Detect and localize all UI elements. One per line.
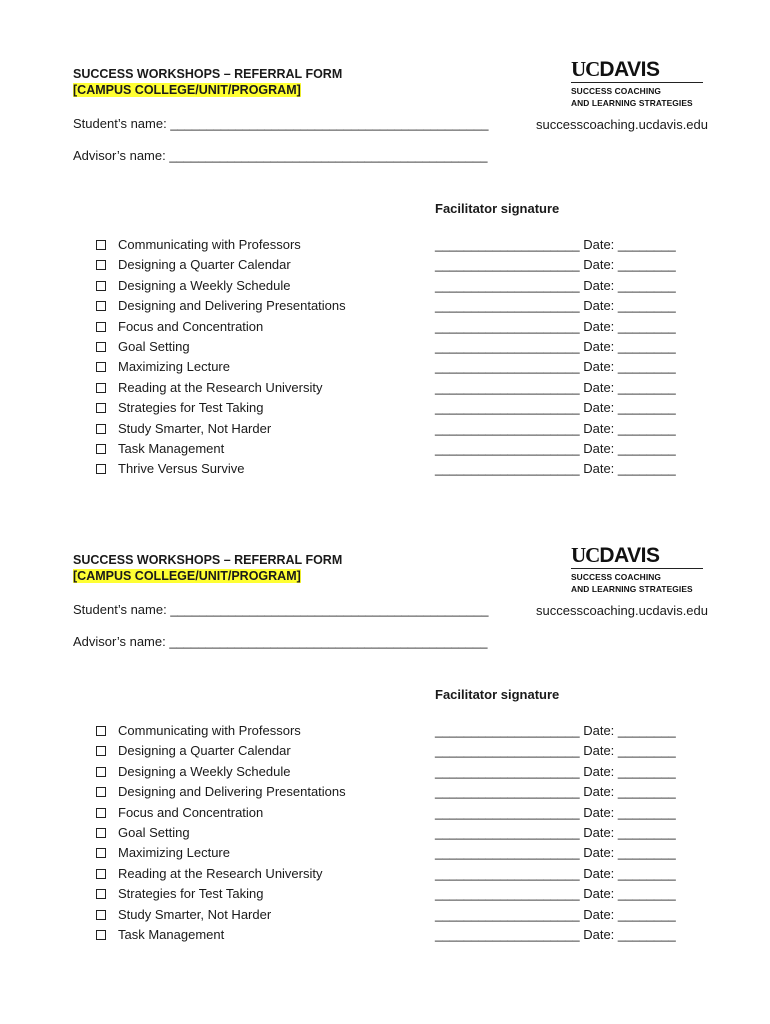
logo-uc: UC — [571, 57, 600, 81]
checkbox-icon[interactable] — [96, 808, 106, 818]
signature-date-line[interactable]: ____________________ Date: ________ — [435, 359, 676, 375]
referral-form-1 — [0, 0, 770, 486]
checkbox-icon[interactable] — [96, 362, 106, 372]
workshop-label: Task Management — [118, 440, 225, 456]
form-title-text: SUCCESS WORKSHOPS – REFERRAL FORM — [73, 67, 343, 81]
signature-date-line[interactable]: ____________________ Date: ________ — [435, 379, 676, 395]
signature-date-line[interactable]: ____________________ Date: ________ — [435, 237, 676, 252]
signature-date-line[interactable]: ____________________ Date: ________ — [435, 845, 676, 861]
workshop-item — [96, 278, 346, 298]
signature-list — [435, 237, 676, 482]
workshop-label: Designing a Quarter Calendar — [118, 743, 291, 759]
signature-date-line[interactable]: ____________________ Date: ________ — [435, 906, 676, 922]
signature-date-line[interactable]: ____________________ Date: ________ — [435, 440, 676, 456]
checkbox-icon[interactable] — [96, 828, 106, 838]
workshop-label: Goal Setting — [118, 824, 190, 840]
workshop-item — [96, 784, 346, 804]
signature-date-line[interactable]: ____________________ Date: ________ — [435, 257, 676, 273]
signature-date-line[interactable]: ____________________ Date: ________ — [435, 400, 676, 416]
workshop-item — [96, 380, 346, 400]
logo-line-2: AND LEARNING STRATEGIES — [571, 98, 693, 108]
checkbox-icon[interactable] — [96, 787, 106, 797]
checkbox-icon[interactable] — [96, 889, 106, 899]
signature-date-line[interactable]: ____________________ Date: ________ — [435, 420, 676, 436]
signature-date-line[interactable]: ____________________ Date: ________ — [435, 926, 676, 942]
checkbox-icon[interactable] — [96, 260, 106, 270]
checkbox-icon[interactable] — [96, 930, 106, 940]
form-subtitle: [CAMPUS COLLEGE/UNIT/PROGRAM] — [73, 569, 301, 583]
logo-subtitle — [571, 571, 705, 595]
workshop-label: Maximizing Lecture — [118, 359, 230, 375]
workshop-item — [96, 866, 346, 886]
form-title — [73, 66, 342, 98]
signature-date-line[interactable]: ____________________ Date: ________ — [435, 723, 676, 738]
workshop-label: Study Smarter, Not Harder — [118, 906, 272, 922]
ucdavis-logo — [571, 59, 705, 109]
workshop-label: Maximizing Lecture — [118, 845, 230, 861]
workshop-label: Designing a Quarter Calendar — [118, 257, 291, 273]
signature-list — [435, 723, 676, 947]
workshop-item — [96, 400, 346, 420]
ucdavis-logo — [571, 545, 705, 595]
workshop-item — [96, 886, 346, 906]
workshop-item — [96, 421, 346, 441]
form-title-text: SUCCESS WORKSHOPS – REFERRAL FORM — [73, 553, 343, 567]
workshop-label: Strategies for Test Taking — [118, 400, 264, 416]
signature-date-line[interactable]: ____________________ Date: ________ — [435, 318, 676, 334]
workshop-label: Designing and Delivering Presentations — [118, 784, 346, 800]
logo-line-1: SUCCESS COACHING — [571, 572, 662, 582]
workshop-label: Designing a Weekly Schedule — [118, 763, 291, 779]
workshop-item — [96, 845, 346, 865]
workshop-item — [96, 441, 346, 461]
workshop-item — [96, 764, 346, 784]
workshop-label: Reading at the Research University — [118, 865, 323, 881]
workshop-list — [96, 723, 346, 947]
checkbox-icon[interactable] — [96, 848, 106, 858]
workshop-label: Designing a Weekly Schedule — [118, 277, 291, 293]
workshop-label: Task Management — [118, 926, 225, 942]
form-subtitle: [CAMPUS COLLEGE/UNIT/PROGRAM] — [73, 83, 301, 97]
logo-line-2: AND LEARNING STRATEGIES — [571, 584, 693, 594]
signature-date-line[interactable]: ____________________ Date: ________ — [435, 865, 676, 881]
workshop-item — [96, 723, 346, 743]
logo-subtitle — [571, 85, 705, 109]
workshop-label: Communicating with Professors — [118, 237, 301, 252]
website-url: successcoaching.ucdavis.edu — [536, 603, 708, 618]
workshop-item — [96, 743, 346, 763]
workshop-item — [96, 257, 346, 277]
referral-form-2 — [0, 486, 770, 972]
workshop-item — [96, 805, 346, 825]
workshop-item — [96, 359, 346, 379]
checkbox-icon[interactable] — [96, 464, 106, 474]
workshop-item — [96, 907, 346, 927]
form-title — [73, 552, 342, 584]
checkbox-icon[interactable] — [96, 424, 106, 434]
workshop-item — [96, 461, 346, 481]
advisor-name-field[interactable]: Advisor’s name: ____________________________________________ — [73, 148, 488, 163]
workshop-label: Communicating with Professors — [118, 723, 301, 738]
workshop-label: Thrive Versus Survive — [118, 461, 245, 477]
facilitator-signature-heading: Facilitator signature — [435, 201, 560, 216]
student-name-field[interactable]: Student’s name: ____________________________________________ — [73, 602, 489, 617]
logo-line-1: SUCCESS COACHING — [571, 86, 662, 96]
workshop-item — [96, 927, 346, 947]
checkbox-icon[interactable] — [96, 726, 106, 736]
checkbox-icon[interactable] — [96, 910, 106, 920]
logo-divider — [571, 82, 703, 83]
workshop-label: Goal Setting — [118, 338, 190, 354]
signature-date-line[interactable]: ____________________ Date: ________ — [435, 743, 676, 759]
signature-date-line[interactable]: ____________________ Date: ________ — [435, 461, 676, 477]
checkbox-icon[interactable] — [96, 746, 106, 756]
logo-wordmark — [571, 59, 705, 80]
logo-divider — [571, 568, 703, 569]
advisor-name-field[interactable]: Advisor’s name: ____________________________________________ — [73, 634, 488, 649]
workshop-label: Designing and Delivering Presentations — [118, 298, 346, 314]
logo-davis: DAVIS — [599, 58, 660, 81]
signature-date-line[interactable]: ____________________ Date: ________ — [435, 763, 676, 779]
signature-date-line[interactable]: ____________________ Date: ________ — [435, 784, 676, 800]
checkbox-icon[interactable] — [96, 869, 106, 879]
facilitator-signature-heading: Facilitator signature — [435, 687, 560, 702]
logo-uc: UC — [571, 543, 600, 567]
workshop-list — [96, 237, 346, 482]
workshop-label: Reading at the Research University — [118, 379, 323, 395]
checkbox-icon[interactable] — [96, 281, 106, 291]
signature-date-line[interactable]: ____________________ Date: ________ — [435, 277, 676, 293]
workshop-item — [96, 825, 346, 845]
signature-date-line[interactable]: ____________________ Date: ________ — [435, 338, 676, 354]
checkbox-icon[interactable] — [96, 444, 106, 454]
logo-wordmark — [571, 545, 705, 566]
checkbox-icon[interactable] — [96, 383, 106, 393]
student-name-field[interactable]: Student’s name: ____________________________________________ — [73, 116, 489, 131]
workshop-label: Strategies for Test Taking — [118, 886, 264, 902]
workshop-item — [96, 339, 346, 359]
signature-date-line[interactable]: ____________________ Date: ________ — [435, 886, 676, 902]
workshop-label: Study Smarter, Not Harder — [118, 420, 272, 436]
workshop-item — [96, 237, 346, 257]
workshop-label: Focus and Concentration — [118, 318, 264, 334]
checkbox-icon[interactable] — [96, 322, 106, 332]
checkbox-icon[interactable] — [96, 342, 106, 352]
checkbox-icon[interactable] — [96, 240, 106, 250]
website-url: successcoaching.ucdavis.edu — [536, 117, 708, 132]
signature-date-line[interactable]: ____________________ Date: ________ — [435, 804, 676, 820]
logo-davis: DAVIS — [599, 544, 660, 567]
signature-date-line[interactable]: ____________________ Date: ________ — [435, 298, 676, 314]
checkbox-icon[interactable] — [96, 403, 106, 413]
signature-date-line[interactable]: ____________________ Date: ________ — [435, 824, 676, 840]
workshop-item — [96, 298, 346, 318]
checkbox-icon[interactable] — [96, 301, 106, 311]
checkbox-icon[interactable] — [96, 767, 106, 777]
workshop-item — [96, 319, 346, 339]
workshop-label: Focus and Concentration — [118, 804, 264, 820]
